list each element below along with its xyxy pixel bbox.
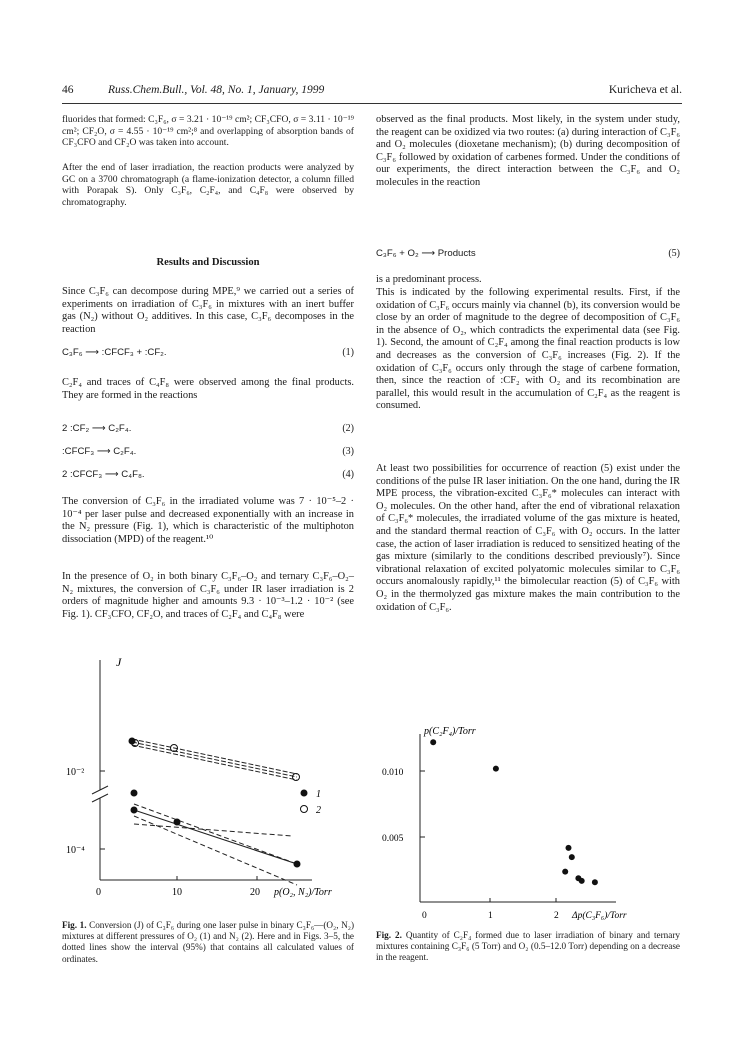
fig2-xtick-label-2: 2: [554, 911, 559, 921]
fig1-legend-label-1: 1: [316, 789, 321, 800]
fig1-legend-symbol-2: [301, 806, 308, 813]
header-rule: [62, 103, 682, 104]
left-para-6: In the presence of O₂ in both binary C₃F₆–O₂ and ternary C₃F₆–O₂–N₂ mixtures, the conversion of C₃F₆ under IR laser irradiation is 2 orders of magnitude higher and amounts 9.3 · 10⁻³–1.2 · 10⁻² (see Fig. 1). CF₃CFO, CF₂O, and traces of C₂F₄ and C₄F₈ were: [62, 571, 354, 620]
fig1-series1-point-3: [293, 774, 300, 781]
left-para-3: Since C₃F₆ can decompose during MPE,⁹ we carried out a series of experiments on irradiation of C₃F₆ in mixtures with an inert buffer gas (N₂) without O₂ additives. In this case, C₃F₆ decomposes in the reaction: [62, 286, 354, 335]
equation-5-text: C₃F₆ + O₂ ⟶ Products: [376, 248, 476, 259]
equation-2-text: 2 :CF₂ ⟶ C₂F₄.: [62, 423, 132, 434]
right-para-1: observed as the final products. Most likely, in the system under study, the reagent can be oxidized via two routes: (a) during interaction of C₃F₆ and O₂ molecules (dioxetane mechanism); (b) during decomposition of C₃F₆ followed by oxidation of carbenes formed. Under the conditions of our experiments, the direct interaction between the C₃F₆ and O₂ molecules in the reaction: [376, 114, 680, 188]
fig1-series1-lower-bound: [132, 745, 297, 780]
fig2-data-point-5: [562, 869, 568, 875]
left-para-1: fluorides that formed: C₃F₆, σ = 3.21 · 10⁻¹⁹ cm²; CF₃CFO, σ = 3.11 · 10⁻¹⁹ cm²; CF₂O, σ = 4.55 · 10⁻¹⁹ cm²;⁸ and overlapping of absorption bands of CF₃CFO and CF₂O was taken into account.: [62, 114, 354, 149]
fig2-data-point-2: [493, 766, 499, 772]
fig2-data-point-3: [566, 845, 572, 851]
fig1-series2-point-4: [294, 861, 301, 868]
figure-2-caption: [376, 930, 680, 964]
figure-2-plot: [376, 722, 680, 927]
fig2-xtick-label-1: 1: [488, 911, 493, 921]
fig1-series2-fit-line: [134, 810, 297, 864]
fig1-ylabel: J: [116, 655, 122, 669]
fig1-legend-symbol-1: [301, 790, 308, 797]
equation-5: [376, 248, 680, 262]
figure-1-caption: [62, 920, 354, 965]
fig1-series2-upper-bound: [134, 804, 297, 864]
fig1-series2-point-2: [131, 807, 138, 814]
page-number: 46: [62, 84, 74, 96]
equation-3: [62, 446, 354, 460]
fig1-caption-text: Conversion (J) of C₃F₆ during one laser pulse in binary C₃F₆—(O₂, N₂) mixtures at different pressures of O₂ (1) and N₂ (2). Here and in Figs. 3–5, the dotted lines show the interval (95%) that contains all calculated values of ordinates.: [62, 920, 355, 964]
journal-citation: Russ.Chem.Bull., Vol. 48, No. 1, January, 1999: [108, 84, 325, 96]
equation-2: [62, 423, 354, 437]
fig1-series2-point-1: [131, 790, 138, 797]
fig2-points-group: [430, 739, 598, 885]
fig2-caption-text: Quantity of C₂F₄ formed due to laser irradiation of binary and ternary mixtures containing C₃F₆ (5 Torr) and O₂ (0.5–12.0 Torr) depending on a decrease in the reagent.: [376, 930, 681, 963]
equation-4: [62, 469, 354, 483]
section-heading: Results and Discussion: [156, 257, 260, 268]
fig1-xlabel: p(O₂, N₂)/Torr: [274, 887, 332, 898]
right-para-3: This is indicated by the following experimental results. First, if the oxidation of C₃F₆ occurs mainly via channel (b), its conversion would be close by an order of magnitude to the degree of decomposition of C₃F₆ in the absence of O₂, which contradicts the experimental data (see Fig. 1). Second, the amount of C₂F₄ among the final reaction products is low and decreases as the conversion of C₃F₆ increases (Fig. 2). If the oxidation of C₃F₆ occurs only through the stage of carbene formation, then, since the reaction of :CF₂ with O₂ and its recombination are parallel, this would result in the accumulation of C₂F₄ as the reagent is consumed.: [376, 287, 680, 412]
left-para-2: After the end of laser irradiation, the reaction products were analyzed by GC on a 3700 chromatograph (a flame-ionization detector, a column filled with Porapak S). Only C₃F₆, C₂F₄, and C₄F₈ were observed by chromatography.: [62, 162, 354, 208]
fig2-data-point-7: [579, 878, 585, 884]
fig2-caption-label: Fig. 2.: [376, 930, 402, 940]
equation-1-text: C₃F₆ ⟶ :CFCF₃ + :CF₂.: [62, 347, 167, 358]
fig1-series1-upper-bound: [132, 739, 297, 774]
fig1-xtick-label-0: 0: [96, 887, 101, 898]
fig1-ytick-label-lower: 10⁻⁴: [66, 845, 85, 856]
fig2-ytick-label-0010: 0.010: [382, 768, 404, 778]
fig2-ytick-label-0005: 0.005: [382, 834, 404, 844]
equation-1: [62, 347, 354, 361]
left-para-4: C₂F₄ and traces of C₄F₈ were observed among the final products. They are formed in the reactions: [62, 377, 354, 401]
fig1-caption-label: Fig. 1.: [62, 920, 87, 930]
fig1-legend-label-2: 2: [316, 805, 321, 816]
left-para-5: The conversion of C₃F₆ in the irradiated volume was 7 · 10⁻⁵–2 · 10⁻⁴ per laser pulse and decreased exponentially with an increase in the N₂ pressure (Fig. 1), which is characteristic of the multiphoton dissociation (MPD) of the reagent.¹⁰: [62, 496, 354, 545]
equation-1-number: (1): [342, 347, 354, 358]
right-para-4: At least two possibilities for occurrence of reaction (5) exist under the conditions of the pulse IR laser initiation. On the one hand, during the IR MPE process, the vibration-excited C₃F₆* molecules can interact with O₂ molecules. On the other hand, after the end of vibrational relaxation of C₃F₆* molecules, the irradiated volume of the gas mixture is heated, and the standard thermal reaction of C₃F₆ with O₂ occurs. In the latter case, the action of laser irradiation is reduced to sensitized heating of the gas mixture (similarly to the conditions described previously⁷). Since vibrational relaxation of excited polyatomic molecules similar to C₃F₆ occurs anomalously rapidly,¹¹ the bimolecular reaction (5) of C₃F₆ with O₂ in the thermolyzed gas mixture makes the main contribution to the oxidation of C₃F₆.: [376, 463, 680, 613]
right-para-2: is a predominant process.: [376, 274, 482, 285]
fig1-xtick-label-20: 20: [250, 887, 260, 898]
running-header: [62, 84, 682, 102]
equation-4-number: (4): [342, 469, 354, 480]
equation-3-number: (3): [342, 446, 354, 457]
fig2-data-point-8: [592, 879, 598, 885]
equation-4-text: 2 :CFCF₃ ⟶ C₄F₈.: [62, 469, 145, 480]
fig1-xtick-label-10: 10: [172, 887, 182, 898]
fig2-xlabel: Δp(C₃F₆)/Torr: [572, 911, 627, 921]
fig2-ylabel: p(C₂F₄)/Torr: [424, 726, 476, 737]
fig2-data-point-4: [569, 854, 575, 860]
fig1-series1-fit-line: [132, 742, 297, 777]
equation-2-number: (2): [342, 423, 354, 434]
fig2-xtick-label-0: 0: [422, 911, 427, 921]
fig1-ytick-label-upper: 10⁻²: [66, 767, 85, 778]
figure-1-plot: [62, 650, 362, 920]
equation-3-text: :CFCF₃ ⟶ C₂F₄.: [62, 446, 137, 457]
equation-5-number: (5): [668, 248, 680, 259]
running-authors: Kuricheva et al.: [608, 84, 682, 96]
fig1-series2-point-3: [174, 819, 181, 826]
fig2-data-point-1: [430, 739, 436, 745]
